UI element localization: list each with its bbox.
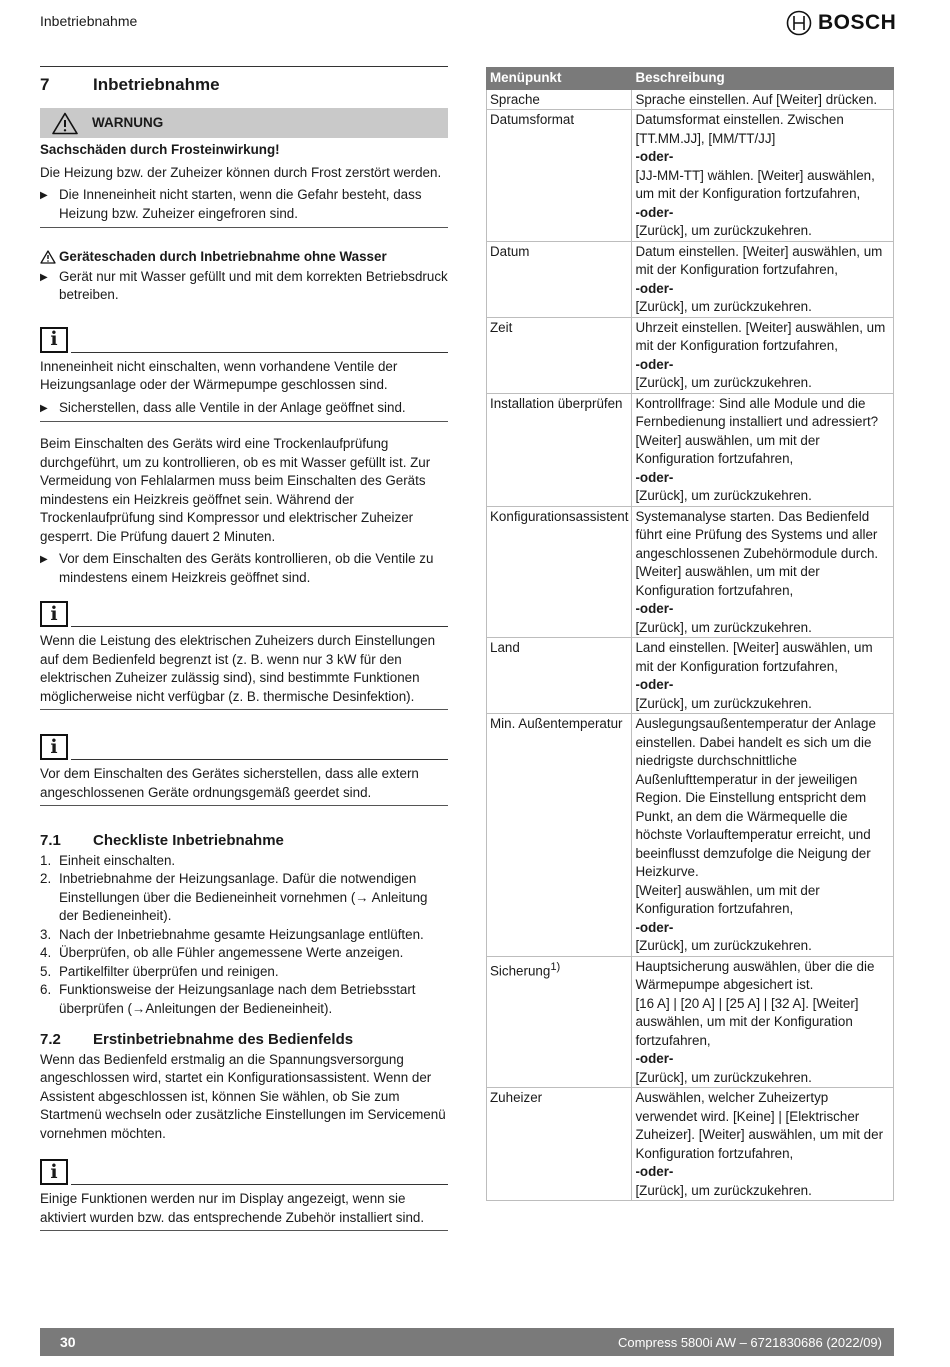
info-text: Vor dem Einschalten des Gerätes sicherstellen, dass alle extern angeschlossenen Geräte ordnungsgemäß geerdet sind. — [40, 766, 419, 800]
info-line — [71, 1184, 448, 1185]
description-line: [Zurück], um zurückzukehren. — [635, 223, 812, 238]
footnote-marker: 1) — [550, 960, 561, 973]
table-row — [487, 317, 894, 393]
menu-item-cell — [487, 110, 632, 242]
description-cell — [632, 714, 894, 957]
list-text: Nach der Inbetriebnahme gesamte Heizungsanlage entlüften. — [59, 926, 424, 942]
description-line: [Zurück], um zurückzukehren. — [635, 1182, 812, 1198]
menu-item-cell — [487, 1088, 632, 1201]
description-line: Uhrzeit einstellen. [Weiter] auswählen, um mit der Konfiguration fortzufahren, — [635, 319, 886, 353]
list-item — [40, 981, 448, 1018]
caution-bullet — [40, 268, 448, 305]
description-line: -oder- — [635, 469, 674, 485]
bullet-text: Sicherstellen, dass alle Ventile in der Anlage geöffnet sind. — [59, 399, 406, 415]
menu-item-name: Konfigurationsassistent — [490, 508, 629, 524]
info-text: Inneneinheit nicht einschalten, wenn vorhandene Ventile der Heizungsanlage oder der Wärmepumpe geschlossen sind. — [40, 358, 398, 392]
document-id: Compress 5800i AW – 6721830686 (2022/09) — [617, 1334, 882, 1350]
table-row — [487, 1088, 894, 1201]
list-item — [40, 926, 448, 945]
bullet-arrow-icon: ▶ — [40, 402, 48, 414]
checklist — [40, 852, 448, 1019]
subsection-number: 7.1 — [40, 832, 61, 849]
brand-logo — [786, 10, 896, 36]
footer-bar — [40, 1328, 894, 1356]
description-cell — [632, 1088, 894, 1201]
list-item — [40, 870, 448, 926]
description-line: [Zurück], um zurückzukehren. — [635, 619, 812, 635]
subsection-title: Erstinbetriebnahme des Bedienfelds — [93, 1031, 354, 1048]
divider — [40, 805, 448, 806]
info-text: Wenn die Leistung des elektrischen Zuheizers durch Einstellungen auf dem Bedienfeld begrenzt ist (z. B. wenn nur 3 kW für den elektrischen Zuheizer zulässig sind), sind bestimmte Funktionen möglicherweise nicht verfügbar (z. B. thermische Desinfektion). — [40, 633, 436, 704]
description-line: [JJ-MM-TT] wählen. [Weiter] auswählen, um mit der Konfiguration fortzufahren, — [635, 167, 875, 201]
subsection-heading — [40, 1031, 448, 1050]
list-number: 2. — [40, 871, 52, 886]
info-icon: i — [40, 734, 68, 760]
column-header: Beschreibung — [632, 68, 894, 90]
left-column — [40, 66, 448, 1231]
description-line: -oder- — [635, 919, 674, 935]
menu-item-cell — [487, 89, 632, 110]
description-line: Systemanalyse starten. Das Bedienfeld führt eine Prüfung des Systems und aller angeschlossenen Zubehörmodule durch. [Weiter] auswählen, um mit der Konfiguration fortzufahren, — [635, 508, 879, 598]
table-header-row — [487, 68, 894, 90]
description-cell — [632, 956, 894, 1088]
list-number: 6. — [40, 982, 52, 997]
menu-table — [486, 67, 894, 1201]
warning-text: Die Heizung bzw. der Zuheizer können durch Frost zerstört werden. — [40, 164, 442, 180]
description-line: Hauptsicherung auswählen, über die die Wärmepumpe abgesichert ist. — [635, 958, 875, 992]
menu-item-name: Datumsformat — [490, 112, 575, 127]
menu-item-name: Sicherung — [490, 962, 551, 978]
divider — [40, 421, 448, 422]
table-row — [487, 506, 894, 638]
section-title: Inbetriebnahme — [93, 75, 220, 94]
list-number: 4. — [40, 945, 52, 960]
description-line: -oder- — [635, 601, 674, 616]
description-line: -oder- — [635, 677, 674, 692]
description-line: [16 A] | [20 A] | [25 A] | [32 A]. [Weiter] auswählen, um mit der Konfiguration fortzufahren, — [635, 995, 859, 1048]
info-icon: i — [40, 1159, 68, 1185]
list-item — [40, 963, 448, 982]
caution-heading — [40, 248, 448, 267]
list-text: Funktionsweise der Heizungsanlage nach dem Betriebsstart überprüfen (→Anleitungen der Bedieneinheit). — [59, 982, 416, 1016]
bullet-arrow-icon: ▶ — [40, 554, 48, 565]
info-notice-head — [40, 1157, 448, 1185]
bosch-armature-icon — [786, 10, 812, 36]
list-item — [40, 944, 448, 963]
bullet-arrow-icon: ▶ — [40, 190, 48, 201]
menu-item-cell — [487, 506, 632, 638]
description-line: -oder- — [635, 1164, 674, 1179]
bullet-text: Vor dem Einschalten des Geräts kontrollieren, ob die Ventile zu mindestens einem Heizkreis geöffnet sind. — [59, 551, 434, 585]
description-cell — [632, 638, 894, 714]
description-line: Land einstellen. [Weiter] auswählen, um mit der Konfiguration fortzufahren, — [635, 640, 873, 674]
menu-item-cell — [487, 241, 632, 317]
column-header: Menüpunkt — [487, 68, 632, 90]
warning-bar — [40, 108, 448, 138]
menu-item-cell — [487, 956, 632, 1088]
divider — [40, 227, 448, 228]
description-line: [Zurück], um zurückzukehren. — [635, 695, 812, 711]
warning-triangle-icon — [52, 112, 78, 135]
caution-triangle-icon — [40, 250, 56, 264]
section-number: 7 — [40, 75, 50, 94]
info-bullet — [40, 399, 448, 419]
description-line: -oder- — [635, 149, 674, 164]
table-body — [487, 89, 894, 1201]
info-line — [71, 759, 448, 760]
section-heading — [40, 66, 448, 102]
menu-item-name: Zuheizer — [490, 1090, 543, 1105]
info-notice-head — [40, 325, 448, 353]
info-icon: i — [40, 601, 68, 627]
menu-item-name: Datum — [490, 243, 530, 259]
info-text: Einige Funktionen werden nur im Display angezeigt, wenn sie aktiviert wurden bzw. das entsprechende Zubehör installiert sind. — [40, 1191, 425, 1225]
info-icon: i — [40, 327, 68, 353]
description-line: Kontrollfrage: Sind alle Module und die Fernbedienung installiert und adressiert? [Weiter] auswählen, um mit der Konfiguration fortzufahren, — [635, 395, 879, 466]
description-line: [Zurück], um zurückzukehren. — [635, 938, 812, 953]
divider — [40, 1230, 448, 1231]
table-row — [487, 638, 894, 714]
description-line: [Zurück], um zurückzukehren. — [635, 1069, 812, 1085]
menu-item-cell — [487, 638, 632, 714]
menu-item-name: Zeit — [490, 319, 513, 335]
list-item — [40, 852, 448, 871]
list-number: 3. — [40, 926, 52, 942]
menu-item-cell — [487, 317, 632, 393]
table-row — [487, 110, 894, 242]
list-text: Inbetriebnahme der Heizungsanlage. Dafür die notwendigen Einstellungen über die Bedieneinheit vornehmen (→ Anleitung der Bedieneinheit). — [59, 871, 428, 923]
bullet-text: Gerät nur mit Wasser gefüllt und mit dem korrekten Betriebsdruck betreiben. — [59, 268, 448, 302]
warning-label: WARNUNG — [92, 114, 164, 130]
list-number: 1. — [40, 852, 52, 868]
list-text: Überprüfen, ob alle Fühler angemessene Werte anzeigen. — [59, 945, 404, 960]
divider — [40, 709, 448, 710]
table-row — [487, 714, 894, 957]
caution-title: Geräteschaden durch Inbetriebnahme ohne Wasser — [59, 249, 387, 264]
table-row — [487, 956, 894, 1088]
menu-item-name: Sprache — [490, 91, 540, 107]
list-text: Einheit einschalten. — [59, 852, 176, 868]
info-line — [71, 352, 448, 353]
description-line: Datum einstellen. [Weiter] auswählen, um mit der Konfiguration fortzufahren, — [635, 243, 883, 277]
subsection-title: Checkliste Inbetriebnahme — [93, 832, 284, 849]
bullet-arrow-icon: ▶ — [40, 271, 48, 283]
menu-item-name: Installation überprüfen — [490, 395, 623, 411]
description-line: [Weiter] auswählen, um mit der Konfiguration fortzufahren, — [635, 882, 820, 916]
subsection-heading — [40, 832, 448, 851]
description-line: -oder- — [635, 280, 674, 296]
menu-item-cell — [487, 714, 632, 957]
subsection-text: Wenn das Bedienfeld erstmalig an die Spannungsversorgung angeschlossen wird, startet ein Konfigurationsassistent. Wenn der Assistent abgeschlossen ist, können Sie wählen, ob Sie zum Startmenü wechseln oder zusätzliche Einstellungen im Servicemenü vornehmen möchten. — [40, 1051, 446, 1141]
description-cell — [632, 89, 894, 110]
body-bullet — [40, 550, 448, 587]
description-line: [Zurück], um zurückzukehren. — [635, 299, 812, 314]
subsection-number: 7.2 — [40, 1031, 61, 1048]
description-line: [Zurück], um zurückzukehren. — [635, 375, 812, 390]
table-row — [487, 89, 894, 110]
body-paragraph: Beim Einschalten des Geräts wird eine Trockenlaufprüfung durchgeführt, um zu kontrollieren, ob es mit Wasser gefüllt ist. Zur Vermeidung von Fehlalarmen muss beim Einschalten des Geräts mindestens ein Heizkreis geöffnet sein. Während der Trockenlaufprüfung sind Kompressor und elektrischer Zuheizer gesperrt. Die Prüfung dauert 2 Minuten. — [40, 436, 431, 544]
menu-item-cell — [487, 393, 632, 506]
brand-name: BOSCH — [818, 11, 897, 34]
warning-bullet — [40, 186, 448, 223]
menu-item-name: Land — [490, 640, 520, 655]
info-notice-head — [40, 732, 448, 760]
description-cell — [632, 506, 894, 638]
list-text: Partikelfilter überprüfen und reinigen. — [59, 963, 279, 979]
table-row — [487, 393, 894, 506]
list-number: 5. — [40, 963, 52, 979]
description-line: Sprache einstellen. Auf [Weiter] drücken. — [635, 91, 878, 107]
bullet-text: Die Inneneinheit nicht starten, wenn die Gefahr besteht, dass Heizung bzw. Zuheizer eingefroren sind. — [59, 187, 422, 221]
description-line: Datumsformat einstellen. Zwischen [TT.MM.JJ], [MM/TT/JJ] — [635, 112, 844, 146]
info-line — [71, 626, 448, 627]
description-line: -oder- — [635, 1051, 674, 1066]
description-line: -oder- — [635, 356, 674, 372]
warning-heading: Sachschäden durch Frosteinwirkung! — [40, 142, 280, 157]
description-cell — [632, 241, 894, 317]
menu-item-name: Min. Außentemperatur — [490, 716, 623, 731]
description-line: -oder- — [635, 204, 674, 220]
description-line: Auslegungsaußentemperatur der Anlage einstellen. Dabei handelt es sich um die niedrigste durchschnittliche Außenlufttemperatur in der jeweiligen Region. Die Einstellung entspricht dem Punkt, an dem die Wärmequelle die höchste Vorlauftemperatur erreicht, und beeinflusst demzufolge die Neigung der Heizkurve. — [635, 716, 876, 879]
description-line: Auswählen, welcher Zuheizertyp verwendet wird. [Keine] | [Elektrischer Zuheizer]. [Weiter] auswählen, um mit der Konfiguration fortzufahren, — [635, 1090, 884, 1161]
running-header: Inbetriebnahme — [40, 13, 138, 29]
table-row — [487, 241, 894, 317]
description-cell — [632, 317, 894, 393]
description-cell — [632, 393, 894, 506]
page-number: 30 — [60, 1334, 76, 1350]
description-line: [Zurück], um zurückzukehren. — [635, 488, 812, 503]
info-notice-head — [40, 599, 448, 627]
description-cell — [632, 110, 894, 242]
